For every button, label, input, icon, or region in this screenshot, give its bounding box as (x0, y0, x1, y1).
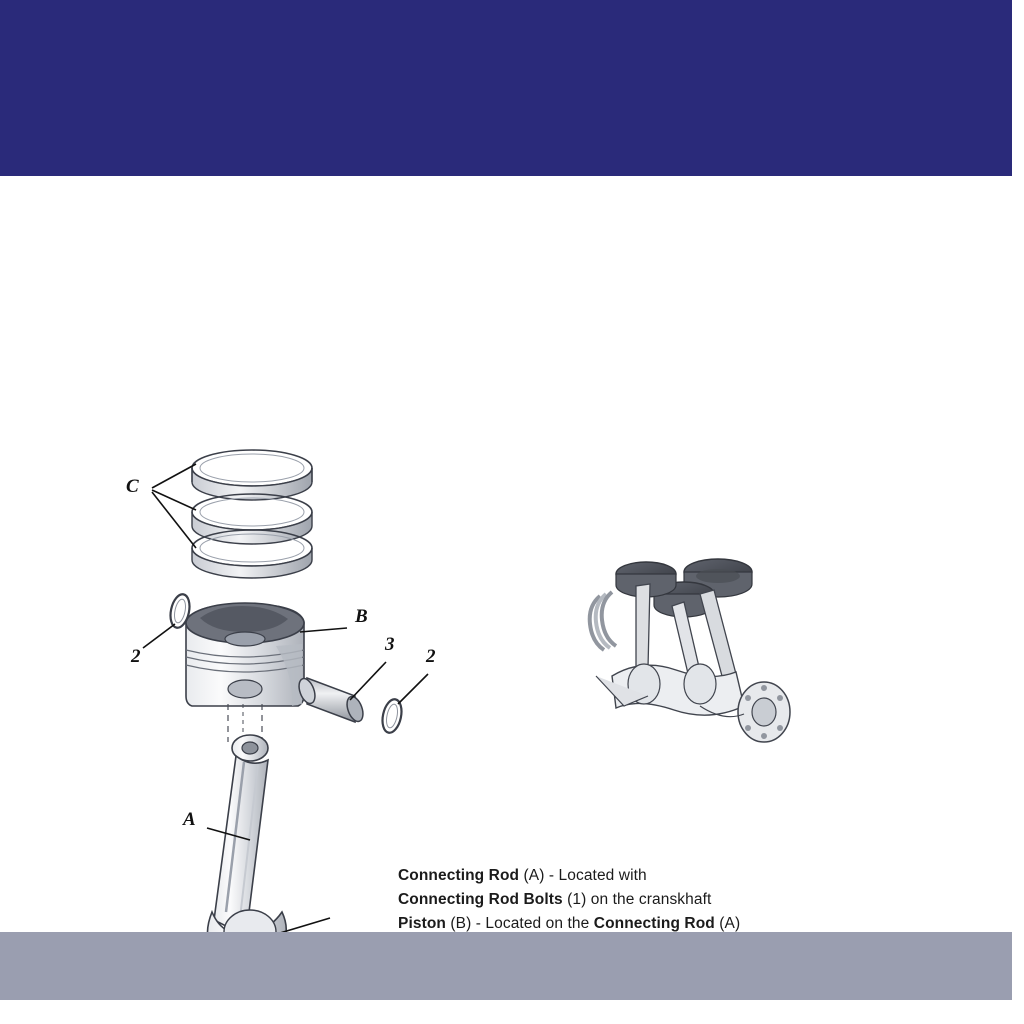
legend-line (398, 888, 868, 912)
legend-text: (A) - Located with (519, 867, 647, 884)
callout-label-c: C (126, 476, 139, 497)
callout-leader-3 (350, 662, 386, 700)
diagram-canvas (0, 176, 1012, 932)
crankshaft-assembly-icon (590, 559, 790, 742)
locking-ring-icon-right (380, 698, 405, 735)
callout-label-2-left: 2 (131, 646, 141, 667)
callout-label-2-right: 2 (426, 646, 436, 667)
exploded-assembly-illustration (0, 176, 1012, 932)
callout-leader-b (300, 628, 347, 632)
callout-leader-2-right (398, 674, 428, 704)
piston-pin-icon (296, 676, 366, 723)
connecting-rod-icon (208, 735, 291, 932)
legend-term: Connecting Rod (398, 867, 520, 884)
legend-term: Connecting Rod (593, 915, 715, 932)
callout-leader-2-left (143, 624, 175, 648)
callout-label-a: A (183, 809, 196, 830)
legend-text: (A) (714, 915, 741, 932)
callout-label-b: B (355, 606, 368, 627)
callout-leader-c (152, 464, 196, 548)
legend-text: (B) - Located on the (445, 915, 594, 932)
legend-text: (1) on the cranskhaft (562, 891, 712, 908)
legend-term: Piston (398, 915, 446, 932)
callout-label-3: 3 (385, 634, 395, 655)
legend-term: Connecting Rod Bolts (398, 891, 563, 908)
bottom-color-band (0, 932, 1012, 1000)
piston-rings-icon (192, 450, 312, 578)
legend-line (398, 864, 868, 888)
piston-icon (186, 603, 304, 706)
top-color-band (0, 0, 1012, 176)
